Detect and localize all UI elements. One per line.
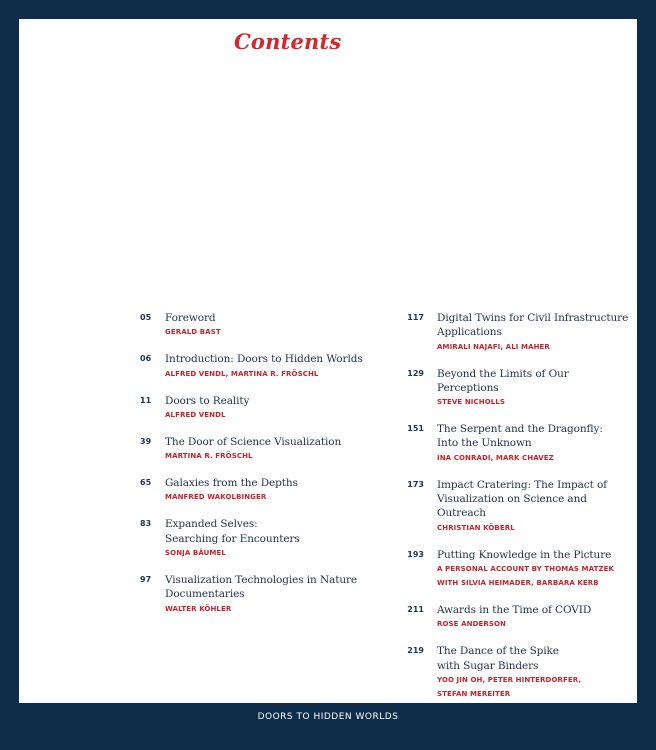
toc-entry-title: Visualization Technologies in Nature Documentaries bbox=[165, 574, 358, 601]
toc-entry bbox=[140, 352, 390, 380]
toc-entry-author: WITH SILVIA HEIMADER, BARBARA KERB bbox=[437, 578, 599, 587]
toc-entry bbox=[407, 548, 632, 590]
toc-entry-title: Awards in the Time of COVID bbox=[437, 603, 592, 616]
toc-entry bbox=[140, 311, 390, 339]
toc-entry bbox=[407, 311, 632, 354]
toc-entry-author: GERALD BAST bbox=[165, 328, 221, 337]
toc-entry-author: SONJA BÄUMEL bbox=[165, 549, 226, 558]
toc-entry-author: MARTINA R. FRÖSCHL bbox=[165, 452, 253, 461]
toc-entry-title: Doors to Reality bbox=[165, 394, 250, 407]
toc-entry-title: The Dance of the Spike with Sugar Binders bbox=[437, 645, 559, 672]
toc-entry-author: STEFAN MEREITER bbox=[437, 689, 511, 698]
toc-page-number: 11 bbox=[140, 395, 152, 405]
contents-heading: Contents bbox=[234, 29, 342, 54]
toc-entry bbox=[407, 603, 632, 631]
toc-page-number: 83 bbox=[140, 519, 152, 529]
toc-entry bbox=[407, 644, 632, 701]
toc-entry-author: MANFRED WAKOLBINGER bbox=[165, 493, 267, 502]
toc-page-number: 129 bbox=[407, 368, 424, 378]
toc-column-left bbox=[140, 311, 390, 616]
toc-entry-title: Introduction: Doors to Hidden Worlds bbox=[165, 353, 363, 366]
toc-entry-author: ROSE ANDERSON bbox=[437, 620, 507, 629]
toc-entry-author: INA CONRADI, MARK CHAVEZ bbox=[437, 453, 554, 462]
toc-entry-author: ALFRED VENDL, MARTINA R. FRÖSCHL bbox=[165, 369, 319, 378]
toc-page-number: 219 bbox=[407, 646, 424, 656]
toc-entry-title: Galaxies from the Depths bbox=[165, 477, 298, 490]
toc-entry bbox=[140, 573, 390, 616]
toc-entry-author: WALTER KÖHLER bbox=[165, 604, 232, 613]
toc-page-number: 193 bbox=[407, 549, 424, 559]
toc-entry-title: Foreword bbox=[165, 312, 216, 324]
toc-entry bbox=[407, 478, 632, 535]
toc-page-number: 05 bbox=[140, 313, 152, 322]
toc-entry-author: ALFRED VENDL bbox=[165, 410, 226, 419]
toc-page-number: 65 bbox=[140, 478, 152, 488]
toc-entry-author: A PERSONAL ACCOUNT BY THOMAS MATZEK bbox=[437, 564, 615, 573]
toc-page-number: 151 bbox=[407, 424, 424, 434]
toc-entry-author: STEVE NICHOLLS bbox=[437, 398, 506, 407]
toc-entry-title: Putting Knowledge in the Picture bbox=[437, 548, 612, 561]
toc-entry-title: Expanded Selves: Searching for Encounters bbox=[165, 518, 300, 545]
toc-entry bbox=[140, 394, 390, 422]
toc-entry bbox=[140, 476, 390, 504]
contents-page bbox=[19, 19, 637, 703]
toc-page-number: 117 bbox=[407, 313, 424, 322]
toc-entry bbox=[407, 422, 632, 465]
toc-page-number: 06 bbox=[140, 354, 152, 364]
toc-entry bbox=[140, 435, 390, 463]
toc-entry bbox=[407, 367, 632, 410]
toc-entry-title: The Door of Science Visualization bbox=[165, 435, 342, 448]
toc-entry-author: CHRISTIAN KÖBERL bbox=[437, 523, 515, 532]
toc-entry-title: Impact Cratering: The Impact of Visualization on Science and Outreach bbox=[437, 478, 607, 520]
toc-page-number: 211 bbox=[407, 604, 424, 614]
toc-page-number: 173 bbox=[407, 479, 424, 489]
toc-entry-title: The Serpent and the Dragonfly: Into the Unknown bbox=[437, 423, 603, 450]
toc-entry-title: Beyond the Limits of Our Perceptions bbox=[437, 367, 569, 394]
toc-page-number: 39 bbox=[140, 436, 152, 446]
toc-column-right bbox=[407, 311, 632, 701]
toc-entry bbox=[140, 517, 390, 560]
toc-entry-title: Digital Twins for Civil Infrastructure Applications bbox=[437, 312, 629, 339]
toc-page-number: 97 bbox=[140, 575, 152, 585]
toc-entry-author: AMIRALI NAJAFI, ALI MAHER bbox=[437, 342, 550, 351]
toc-entry-author: YOO JIN OH, PETER HINTERDORFER, bbox=[437, 675, 582, 684]
book-title-footer: DOORS TO HIDDEN WORLDS bbox=[257, 712, 399, 722]
